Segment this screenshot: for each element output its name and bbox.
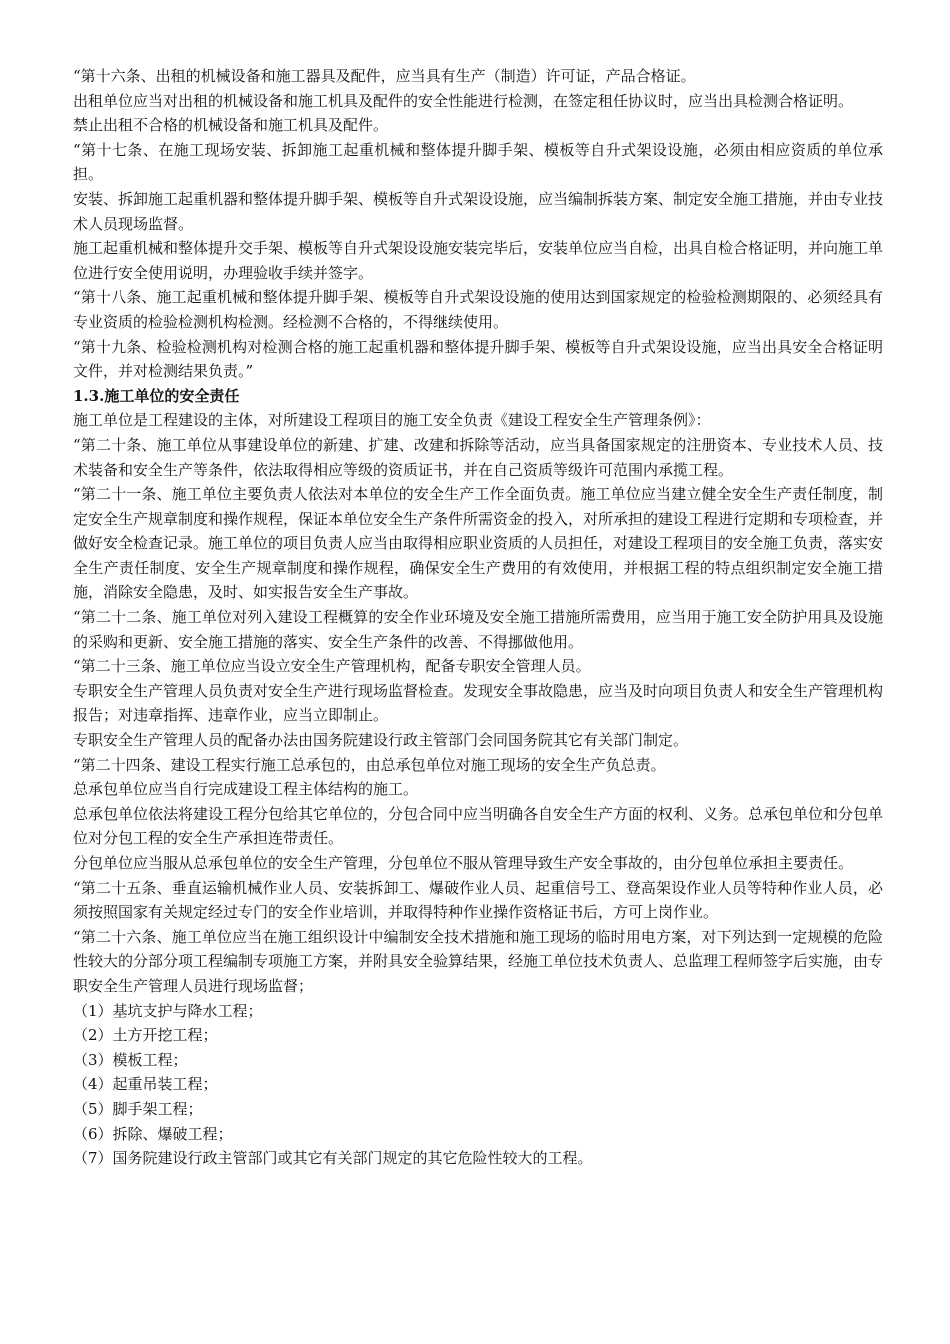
paragraph-safety-supervision: 专职安全生产管理人员负责对安全生产进行现场监督检查。发现安全事故隐患，应当及时向项目负责人和安全生产管理机构报告；对违章指挥、违章作业，应当立即制止。 <box>73 681 884 725</box>
paragraph-installation-selfcheck: 施工起重机械和整体提升交手架、模板等自升式架设设施安装完毕后，安装单位应当自检，出具自检合格证明，并向施工单位进行安全使用说明，办理验收手续并签字。 <box>73 239 884 282</box>
list-item: （2）土方开挖工程； <box>73 1026 218 1045</box>
paragraph-construction-unit-intro: 施工单位是工程建设的主体，对所建设工程项目的施工安全负责《建设工程安全生产管理条例》： <box>73 411 711 430</box>
paragraph-article-19: “第十九条、检验检测机构对检测合格的施工起重机器和整体提升脚手架、模板等自升式架设设施，应当出具安全合格证明文件，并对检测结果负责。” <box>73 337 883 381</box>
paragraph-rental-prohibition: 禁止出租不合格的机械设备和施工机具及配件。 <box>73 116 389 135</box>
paragraph-staffing-rules: 专职安全生产管理人员的配备办法由国务院建设行政主管部门会同国务院其它有关部门制定。 <box>73 731 689 750</box>
paragraph-article-20: “第二十条、施工单位从事建设单位的新建、扩建、改建和拆除等活动，应当具备国家规定的注册资本、专业技术人员、技术装备和安全生产等条件，依法取得相应等级的资质证书，并在自己资质等级许可范围内承揽工程。 <box>73 435 883 479</box>
paragraph-article-25: “第二十五条、垂直运输机械作业人员、安装拆卸工、爆破作业人员、起重信号工、登高架设作业人员等特种作业人员，必须按照国家有关规定经过专门的安全作业培训，并取得特种作业操作资格证书后，方可上岗作业。 <box>73 878 883 922</box>
paragraph-rental-inspection: 出租单位应当对出租的机械设备和施工机具及配件的安全性能进行检测，在签定租任协议时，应当出具检测合格证明。 <box>73 91 854 110</box>
paragraph-subcontract-rights: 总承包单位依法将建设工程分包给其它单位的，分包合同中应当明确各自安全生产方面的权利、义务。总承包单位和分包单位对分包工程的安全生产承担连带责任。 <box>73 804 884 848</box>
paragraph-article-26: “第二十六条、施工单位应当在施工组织设计中编制安全技术措施和施工现场的临时用电方案，对下列达到一定规模的危险性较大的分部分项工程编制专项施工方案，并附具安全验算结果，经施工单位技术负责人、总监理工程师签字后实施，由专职安全生产管理人员进行现场监督； <box>73 927 884 995</box>
paragraph-article-24: “第二十四条、建设工程实行施工总承包的，由总承包单位对施工现场的安全生产负总责。 <box>73 755 666 774</box>
list-item: （4）起重吊装工程； <box>73 1075 218 1094</box>
paragraph-article-23: “第二十三条、施工单位应当设立安全生产管理机构，配备专职安全管理人员。 <box>73 657 591 676</box>
document-page <box>73 64 883 1171</box>
list-item: （3）模板工程； <box>73 1050 188 1069</box>
paragraph-article-21: “第二十一条、施工单位主要负责人依法对本单位的安全生产工作全面负责。施工单位应当建立健全安全生产责任制度，制定安全生产规章制度和操作规程，保证本单位安全生产条件所需资金的投入，对所承担的建设工程进行定期和专项检查，并做好安全检查记录。施工单位的项目负责人应当由取得相应职业资质的人员担任，对建设工程项目的安全施工负责，落实安全生产责任制度、安全生产规章制度和操作规程，确保安全生产费用的有效使用，并根据工程的特点组织制定安全施工措施，消除安全隐患，及时、如实报告安全生产事故。 <box>73 485 884 602</box>
paragraph-article-22: “第二十二条、施工单位对列入建设工程概算的安全作业环境及安全施工措施所需费用，应当用于施工安全防护用具及设施的采购和更新、安全施工措施的落实、安全生产条件的改善、不得挪做他用。 <box>73 608 883 651</box>
paragraph-article-18: “第十八条、施工起重机械和整体提升脚手架、模板等自升式架设设施的使用达到国家规定的检验检测期限的、必须经具有专业资质的检验检测机构检测。经检测不合格的，不得继续使用。 <box>73 288 883 331</box>
section-heading: 1.3.施工单位的安全责任 <box>73 386 240 405</box>
list-item: （5）脚手架工程； <box>73 1099 203 1118</box>
list-item: （1）基坑支护与降水工程； <box>73 1001 263 1020</box>
paragraph-article-17: “第十七条、在施工现场安装、拆卸施工起重机械和整体提升脚手架、模板等自升式架设设施，必须由相应资质的单位承担。 <box>73 140 883 184</box>
paragraph-installation-plan: 安装、拆卸施工起重机器和整体提升脚手架、模板等自升式架设设施，应当编制拆装方案、制定安全施工措施，并由专业技术人员现场监督。 <box>73 189 884 233</box>
paragraph-article-16: “第十六条、出租的机械设备和施工器具及配件，应当具有生产（制造）许可证，产品合格证。 <box>73 67 696 85</box>
paragraph-subcontractor-responsibility: 分包单位应当服从总承包单位的安全生产管理，分包单位不服从管理导致生产安全事故的，由分包单位承担主要责任。 <box>73 854 854 872</box>
list-item: （6）拆除、爆破工程； <box>73 1124 233 1143</box>
paragraph-main-structure: 总承包单位应当自行完成建设工程主体结构的施工。 <box>73 780 419 799</box>
list-item: （7）国务院建设行政主管部门或其它有关部门规定的其它危险性较大的工程。 <box>73 1149 593 1168</box>
